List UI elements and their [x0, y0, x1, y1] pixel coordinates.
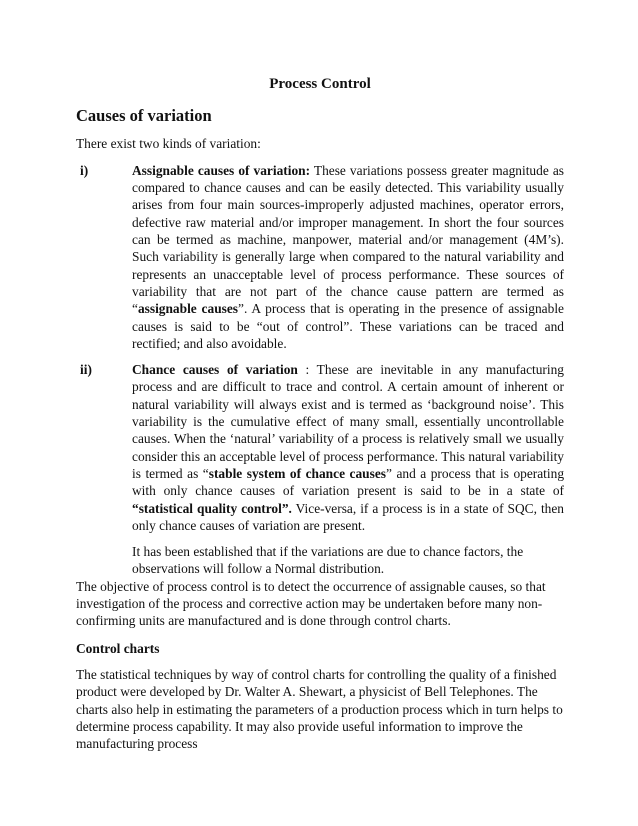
list-number: i)	[80, 162, 89, 178]
list-item-body	[132, 361, 564, 534]
page-title: Process Control	[269, 76, 371, 92]
control-charts-paragraph: The statistical techniques by way of control charts for controlling the quality of a finished product were developed by Dr. Walter A. Shewart, a physicist of Bell Telephones. The charts also help in estimating the parameters of a production process which in turn helps to determine process capability. It may also provide useful information to improve the manufacturing process	[76, 666, 563, 752]
list-item-assignable	[76, 162, 564, 352]
list-number: ii)	[80, 362, 92, 378]
bold-sqc: “statistical quality control”.	[132, 500, 292, 516]
term-assignable: Assignable causes of variation:	[132, 162, 311, 178]
intro-text: There exist two kinds of variation:	[76, 135, 261, 151]
section-heading-causes: Causes of variation	[76, 106, 212, 126]
item-text: ”. A process that is operating in the presence of assignable causes is said to be “out of control”. These variations can be traced and rectified; and also avoidable.	[132, 301, 564, 351]
normal-distribution-note: It has been established that if the variations are due to chance factors, the observations will follow a Normal distribution.	[132, 544, 524, 577]
item-text: : These are inevitable in any manufacturing process and are difficult to trace and control. A certain amount of inherent or natural variability will always exist and is termed as ‘background noise’. This variability is the cumulative effect of many small, essentially uncontrollable causes. When the ‘natural’ variability of a process is relatively small we usually consider this an acceptable level of process performance. This natural variability is termed as “	[132, 362, 565, 481]
list-item-body	[132, 162, 564, 352]
term-chance: Chance causes of variation	[132, 362, 298, 378]
bold-assignable-causes: assignable causes	[137, 301, 239, 317]
item-text: ” and a process that is operating with only chance causes of variation present is said to be in a state of	[132, 465, 565, 499]
bold-stable-system: stable system of chance causes	[208, 465, 386, 481]
list-item-chance	[76, 361, 564, 534]
section-heading-control-charts: Control charts	[76, 640, 160, 656]
objective-paragraph: The objective of process control is to detect the occurrence of assignable causes, so that investigation of the process and corrective action may be undertaken before many non-confirming units are manufactured and is done through control charts.	[76, 578, 546, 629]
item-text: These variations possess greater magnitude as compared to chance causes and can be easily detected. This variability usually arises from four main sources-improperly adjusted machines, operator errors, defective raw material and/or improper management. In short the four sources can be termed as machine, manpower, material and/or management (4M’s). Such variability is generally large when compared to the natural variability and represents an unacceptable level of process performance. These sources of variability that are not part of the chance cause pattern are termed as “	[132, 162, 564, 317]
item-text: Vice-versa, if a process is in a state of SQC, then only chance causes of variation are present.	[132, 500, 564, 533]
